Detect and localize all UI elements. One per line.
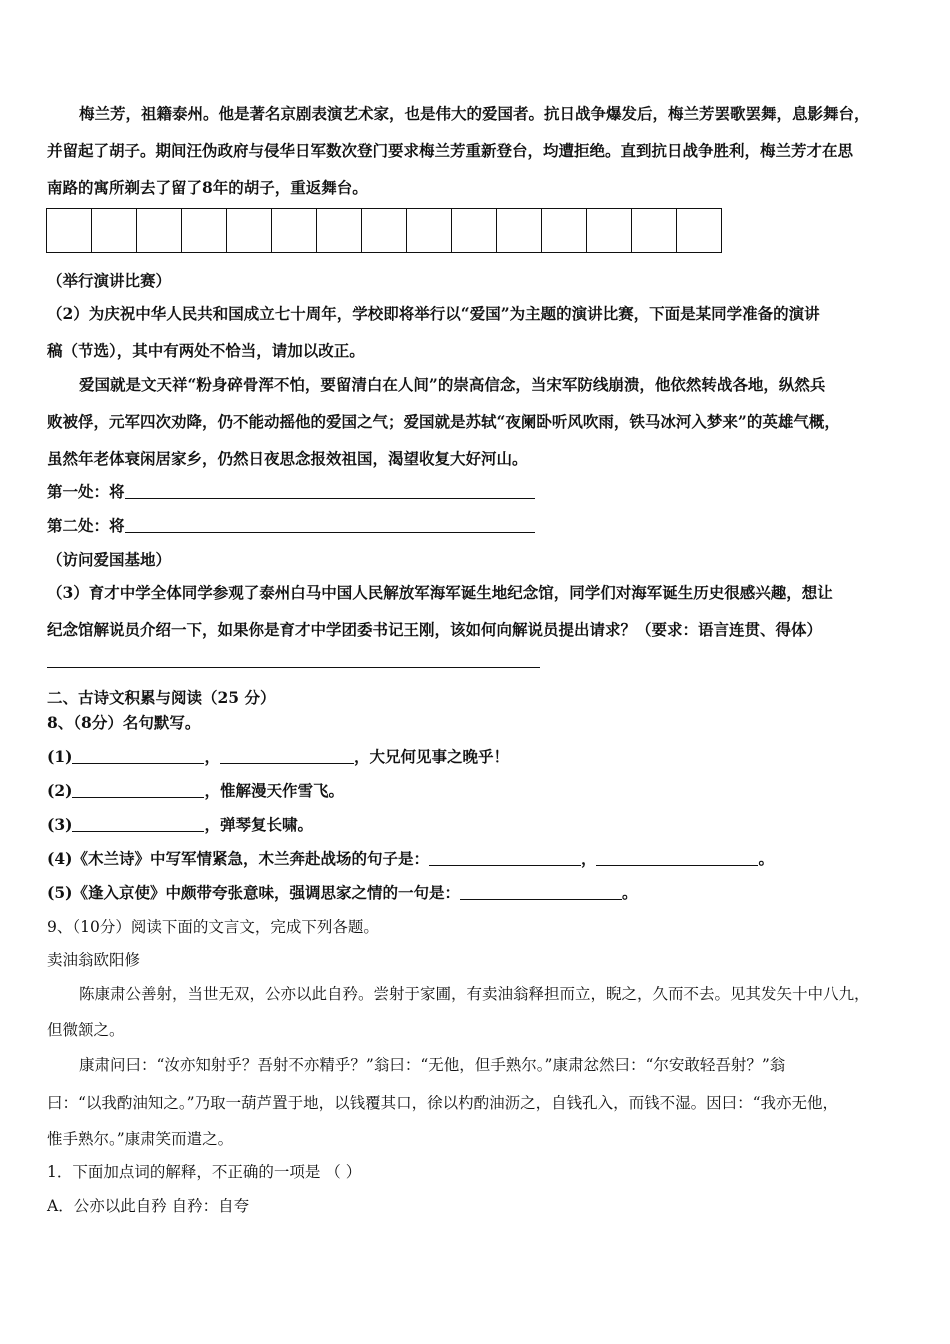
classical-line-1: 陈康肃公善射，当世无双，公亦以此自矜。尝射于家圃，有卖油翁释担而立，睨之，久而不去。见其发矢十中八九， [79,985,870,1003]
grid-cell[interactable] [317,209,362,252]
passage-line-1: 梅兰芳，祖籍泰州。他是著名京剧表演艺术家，也是伟大的爱国者。抗日战争爆发后，梅兰芳罢歌罢舞，息影舞台， [79,104,870,123]
q8-item-5 [47,883,637,903]
q2-line-2: 稿（节选），其中有两处不恰当，请加以改正。 [47,341,365,360]
q8-3-num: (3) [47,815,73,834]
fix-1-label: 第一处：将 [47,482,125,501]
grid-cell[interactable] [677,209,721,252]
q8-item-2 [47,781,344,801]
q8-3-text: ，弹琴复长啸。 [204,815,313,834]
q8-3-blank[interactable] [72,815,204,832]
grid-cell[interactable] [272,209,317,252]
grid-cell[interactable] [92,209,137,252]
grid-cell[interactable] [542,209,587,252]
grid-cell[interactable] [407,209,452,252]
q8-title: 8、（8分）名句默写。 [47,713,201,732]
q8-4-blank-a[interactable] [429,849,581,866]
q8-2-blank[interactable] [72,781,204,798]
q8-4-comma: ， [580,849,597,868]
q8-2-text: ，惟解漫天作雪飞。 [204,781,344,800]
q3-line-2: 纪念馆解说员介绍一下，如果你是育才中学团委书记王刚，该如何向解说员提出请求？（要求：语言连贯、得体） [47,620,823,639]
speech-passage-line-2: 败被俘，元军四次劝降，仍不能动摇他的爱国之气；爱国就是苏轼“夜阑卧听风吹雨，铁马冰河入梦来”的英雄气概， [47,412,840,431]
speech-passage-line-1: 爱国就是文天祥“粉身碎骨浑不怕，要留清白在人间”的崇高信念，当宋军防线崩溃，他依然转战各地，纵然兵 [79,375,826,394]
fix-1-blank[interactable] [125,482,535,499]
fix-2 [47,516,535,536]
q8-5-text: (5)《逢入京使》中颇带夸张意味，强调思家之情的一句是： [47,883,460,902]
q8-4-end: 。 [758,849,774,868]
q8-1-num: (1) [47,747,73,766]
q8-1-comma: ， [204,747,220,766]
q3-line-1: （3）育才中学全体同学参观了泰州白马中国人民解放军海军诞生地纪念馆，同学们对海军诞生历史很感兴趣，想让 [47,583,833,602]
fix-2-blank[interactable] [125,516,535,533]
fix-1 [47,482,535,502]
fix-2-label: 第二处：将 [47,516,125,535]
grid-cell[interactable] [632,209,677,252]
classical-line-2: 但微颔之。 [47,1021,125,1039]
classical-title: 卖油翁欧阳修 [47,951,141,969]
q8-1-text: ，大兄何见事之晚乎！ [353,747,509,766]
passage-line-2: 并留起了胡子。期间汪伪政府与侵华日军数次登门要求梅兰芳重新登台，均遭拒绝。直到抗日战争胜利，梅兰芳才在思 [47,141,854,160]
grid-cell[interactable] [362,209,407,252]
grid-cell[interactable] [497,209,542,252]
q8-1-blank-b[interactable] [220,747,354,764]
option-a[interactable]: A．公亦以此自矜 自矜：自夸 [47,1197,250,1215]
grid-cell[interactable] [587,209,632,252]
grid-cell[interactable] [452,209,497,252]
q8-4-text: (4)《木兰诗》中写军情紧急，木兰奔赴战场的句子是： [47,849,429,868]
part2-title: 二、古诗文积累与阅读（25 分） [47,688,276,707]
q2-line-1: （2）为庆祝中华人民共和国成立七十周年，学校即将举行以“爱国”为主题的演讲比赛，下面是某同学准备的演讲 [47,304,820,323]
q8-5-end: 。 [621,883,638,902]
q8-4-blank-b[interactable] [596,849,758,866]
classical-line-5: 惟手熟尔。”康肃笑而遣之。 [47,1130,234,1148]
q8-item-1 [47,747,509,767]
q9-title: 9、（10分）阅读下面的文言文，完成下列各题。 [47,918,379,936]
q8-item-4 [47,849,774,869]
speech-heading: （举行演讲比赛） [47,271,172,290]
q8-item-3 [47,815,313,835]
passage-line-3: 南路的寓所剃去了留了8年的胡子，重返舞台。 [47,178,368,197]
q8-5-blank[interactable] [460,883,622,900]
q8-2-num: (2) [47,781,73,800]
grid-cell[interactable] [137,209,182,252]
classical-line-4: 曰：“以我酌油知之。”乃取一葫芦置于地，以钱覆其口，徐以杓酌油沥之，自钱孔入，而钱不湿。因曰：“我亦无他， [47,1094,839,1112]
grid-cell[interactable] [47,209,92,252]
sub-question-1: 1．下面加点词的解释，不正确的一项是 （ ） [47,1163,362,1181]
classical-line-3: 康肃问曰：“汝亦知射乎？吾射不亦精乎？”翁曰：“无他，但手熟尔。”康肃忿然曰：“尔安敢轻吾射？”翁 [79,1056,786,1074]
q8-1-blank-a[interactable] [72,747,204,764]
grid-cell[interactable] [182,209,227,252]
q3-answer-line[interactable] [47,667,540,668]
speech-passage-line-3: 虽然年老体衰闲居家乡，仍然日夜思念报效祖国，渴望收复大好河山。 [47,449,528,468]
answer-grid[interactable] [46,208,722,253]
visit-heading: （访问爱国基地） [47,550,172,569]
grid-cell[interactable] [227,209,272,252]
